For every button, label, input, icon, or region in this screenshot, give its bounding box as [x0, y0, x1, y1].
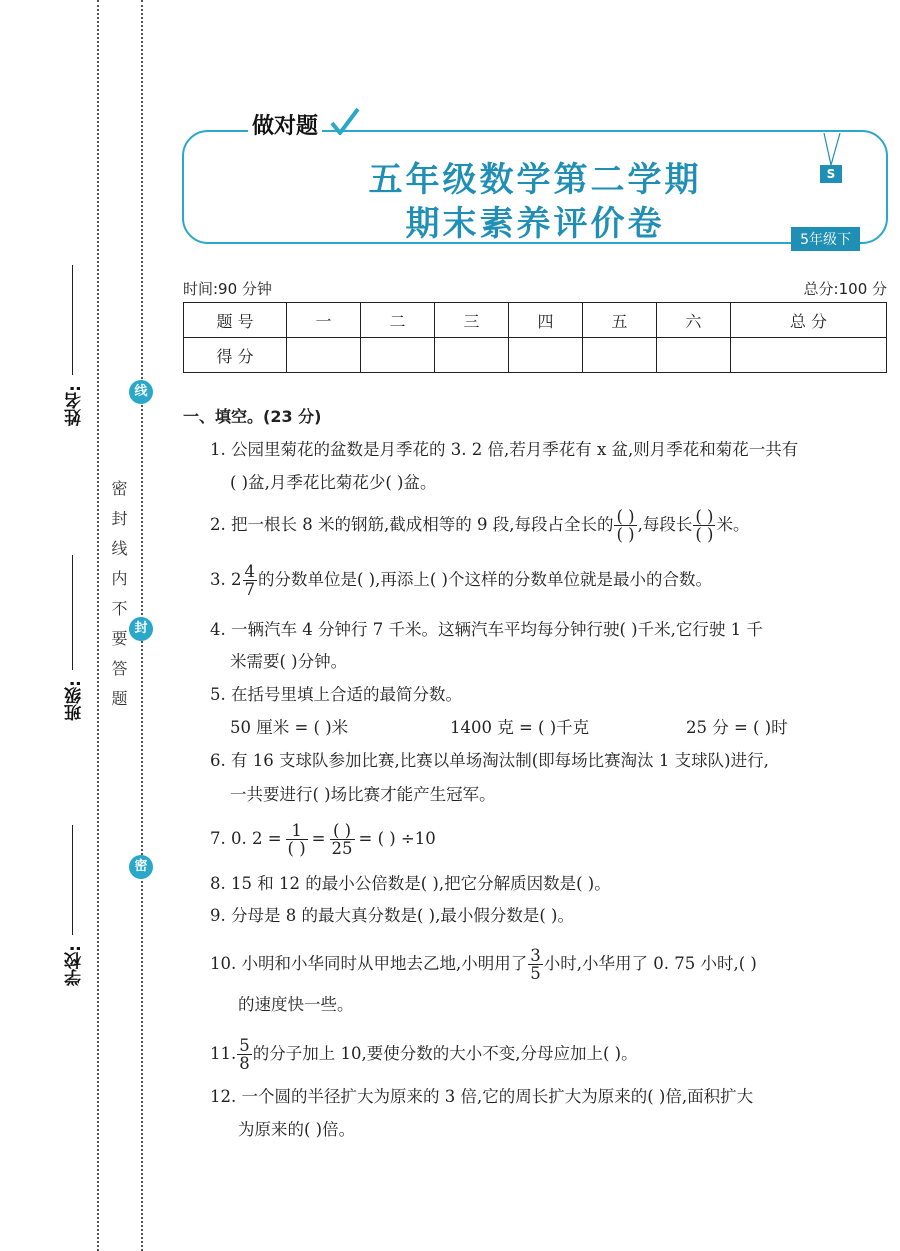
- question-5-part-a: 50 厘米 = ( )米: [230, 718, 349, 737]
- class-field[interactable]: [72, 555, 73, 670]
- time-info: 时间:90 分钟: [183, 280, 272, 298]
- question-10: [210, 947, 757, 982]
- line-badge: 线: [129, 380, 153, 404]
- fraction-blank[interactable]: [286, 822, 308, 857]
- question-11: [210, 1037, 638, 1072]
- fraction-denominator: ( ): [287, 839, 306, 858]
- fraction-numerator: 5: [239, 1036, 250, 1055]
- school-label: 学校:: [65, 945, 85, 986]
- question-3-text-a: 3. 2: [210, 570, 242, 589]
- fraction-denominator: ( ): [695, 525, 714, 544]
- header-banner: [180, 107, 888, 248]
- question-11-text-b: 的分子加上 10,要使分数的大小不变,分母应加上( )。: [252, 1044, 638, 1063]
- fraction-denominator: 7: [244, 580, 255, 599]
- fraction-numerator: ( ): [695, 507, 714, 526]
- question-7-text-a: 7. 0. 2 =: [210, 829, 282, 848]
- question-12-line-2: 为原来的( )倍。: [238, 1120, 356, 1139]
- fraction: [237, 1037, 252, 1072]
- question-10-line-2: 的速度快一些。: [238, 995, 354, 1014]
- s-tag-icon: S: [820, 165, 842, 183]
- question-4-line-2: 米需要( )分钟。: [230, 652, 348, 671]
- score-header-cell: 四: [508, 303, 582, 338]
- question-1-line-2: ( )盆,月季花比菊花少( )盆。: [230, 473, 437, 492]
- section-title-text: 一、填空。(23 分): [183, 407, 322, 426]
- question-3-text-b: 的分数单位是( ),再添上( )个这样的分数单位就是最小的合数。: [258, 570, 712, 589]
- seal-notice: 密封线内不要答题: [109, 480, 128, 720]
- grade-label: 5年级下: [791, 227, 860, 251]
- question-5-part-c: 25 分 = ( )时: [686, 718, 788, 737]
- fraction-numerator: ( ): [616, 507, 635, 526]
- dotted-cut-line-outer: [97, 0, 99, 1251]
- question-4-line-1: 4. 一辆汽车 4 分钟行 7 千米。这辆汽车平均每分钟行驶( )千米,它行驶 1 千: [210, 620, 763, 639]
- fraction: [243, 563, 258, 598]
- score-input-cell[interactable]: [508, 338, 582, 373]
- score-input-cell[interactable]: [287, 338, 361, 373]
- fraction-numerator: 3: [530, 946, 541, 965]
- tag-string-icon: [820, 133, 844, 167]
- question-7-text-b: = ( ) ÷10: [358, 829, 436, 848]
- score-header-cell: 二: [360, 303, 434, 338]
- question-12-line-1: 12. 一个圆的半径扩大为原来的 3 倍,它的周长扩大为原来的( )倍,面积扩大: [210, 1087, 754, 1106]
- question-2-text-c: 米。: [716, 515, 750, 534]
- fraction: [528, 947, 543, 982]
- question-10-text-a: 10. 小明和小华同时从甲地去乙地,小明用了: [210, 954, 528, 973]
- score-header-cell: 六: [656, 303, 730, 338]
- score-input-cell[interactable]: [656, 338, 730, 373]
- name-label: 姓名:: [65, 385, 85, 426]
- score-header-cell: 三: [434, 303, 508, 338]
- score-input-cell[interactable]: [730, 338, 886, 373]
- seal-badge: 封: [129, 617, 153, 641]
- fraction-numerator: 4: [244, 562, 255, 581]
- question-9: 9. 分母是 8 的最大真分数是( ),最小假分数是( )。: [210, 906, 574, 925]
- question-1-line-1: 1. 公园里菊花的盆数是月季花的 3. 2 倍,若月季花有 x 盆,则月季花和菊花一共有: [210, 440, 799, 459]
- secret-badge: 密: [129, 855, 153, 879]
- score-table-score-row: [184, 338, 887, 373]
- class-label: 班级:: [65, 680, 85, 721]
- question-6-line-1: 6. 有 16 支球队参加比赛,比赛以单场淘汰制(即每场比赛淘汰 1 支球队)进行,: [210, 751, 769, 770]
- fraction-denominator: 5: [530, 964, 541, 983]
- school-field[interactable]: [72, 825, 73, 935]
- section-title: [183, 404, 321, 427]
- question-2-text-b: ,每段长: [637, 515, 693, 534]
- fraction-denominator: 8: [239, 1054, 250, 1073]
- question-2: [210, 508, 749, 543]
- question-10-text-b: 小时,小华用了 0. 75 小时,( ): [543, 954, 757, 973]
- score-header-cell: 题 号: [184, 303, 287, 338]
- question-6-line-2: 一共要进行( )场比赛才能产生冠军。: [230, 785, 496, 804]
- score-header-cell: 一: [287, 303, 361, 338]
- question-7: [210, 822, 436, 857]
- fraction-blank[interactable]: [693, 508, 715, 543]
- fraction-numerator: ( ): [330, 822, 355, 840]
- brand-tag: 做对题: [248, 109, 322, 140]
- question-8: 8. 15 和 12 的最小公倍数是( ),把它分解质因数是( )。: [210, 874, 611, 893]
- score-input-cell[interactable]: [360, 338, 434, 373]
- title-line-2: 期末素养评价卷: [405, 204, 665, 244]
- score-table: [183, 302, 887, 373]
- title-line-1: 五年级数学第二学期: [368, 160, 702, 200]
- question-7-equals: =: [311, 829, 326, 848]
- name-field[interactable]: [72, 265, 73, 375]
- fraction-denominator: 25: [331, 839, 353, 858]
- fraction-blank[interactable]: [330, 822, 355, 857]
- score-row-label: 得 分: [184, 338, 287, 373]
- score-header-cell: 总 分: [730, 303, 886, 338]
- question-11-text-a: 11.: [210, 1044, 237, 1063]
- score-input-cell[interactable]: [582, 338, 656, 373]
- fraction-denominator: ( ): [616, 525, 635, 544]
- score-table-header-row: [184, 303, 887, 338]
- checkmark-icon: [330, 107, 360, 135]
- fraction-numerator: 1: [286, 822, 308, 840]
- question-2-text-a: 2. 把一根长 8 米的钢筋,截成相等的 9 段,每段占全长的: [210, 515, 614, 534]
- question-5: 5. 在括号里填上合适的最简分数。: [210, 685, 462, 704]
- banner-frame: [182, 130, 888, 244]
- question-3: [210, 563, 712, 598]
- score-header-cell: 五: [582, 303, 656, 338]
- question-5-part-b: 1400 克 = ( )千克: [450, 718, 590, 737]
- fraction-blank[interactable]: [614, 508, 636, 543]
- score-input-cell[interactable]: [434, 338, 508, 373]
- total-score-info: 总分:100 分: [803, 280, 887, 298]
